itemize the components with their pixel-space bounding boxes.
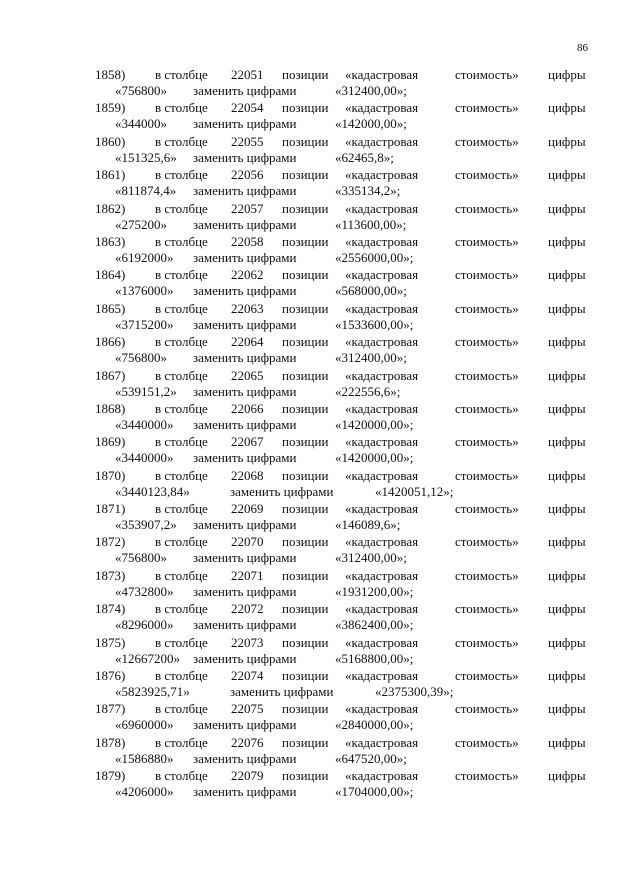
old-value: «3440000» xyxy=(115,416,174,432)
in-column-label: в столбце xyxy=(155,701,208,717)
column-number: 22058 xyxy=(231,233,264,249)
column-number: 22069 xyxy=(231,501,264,517)
cadastral-label: «кадастровая xyxy=(345,200,419,216)
entry-number: 1873) xyxy=(95,567,126,583)
list-item xyxy=(0,501,640,534)
entry-number: 1867) xyxy=(95,367,126,383)
replace-label: заменить цифрами xyxy=(193,717,297,733)
entry-line-1 xyxy=(0,334,640,350)
position-label: позиции xyxy=(282,167,329,183)
column-number: 22070 xyxy=(231,534,264,550)
list-item xyxy=(0,368,640,401)
cadastral-label: «кадастровая xyxy=(345,501,419,517)
entry-line-2 xyxy=(0,150,640,166)
in-column-label: в столбце xyxy=(155,634,208,650)
new-value: «312400,00»; xyxy=(335,550,407,566)
entry-line-2 xyxy=(0,717,640,733)
cost-label: стоимость» xyxy=(455,434,519,450)
digits-label: цифры xyxy=(548,267,586,283)
entry-line-2 xyxy=(0,250,640,266)
column-number: 22065 xyxy=(231,367,264,383)
column-number: 22062 xyxy=(231,267,264,283)
cost-label: стоимость» xyxy=(455,501,519,517)
new-value: «1420000,00»; xyxy=(335,450,414,466)
position-label: позиции xyxy=(282,133,329,149)
column-number: 22067 xyxy=(231,434,264,450)
column-number: 22071 xyxy=(231,567,264,583)
list-item xyxy=(0,134,640,167)
entry-line-1 xyxy=(0,368,640,384)
in-column-label: в столбце xyxy=(155,467,208,483)
in-column-label: в столбце xyxy=(155,534,208,550)
new-value: «222556,6»; xyxy=(335,383,401,399)
digits-label: цифры xyxy=(548,467,586,483)
digits-label: цифры xyxy=(548,67,586,82)
entry-number: 1877) xyxy=(95,701,126,717)
column-number: 22075 xyxy=(231,701,264,717)
in-column-label: в столбце xyxy=(155,400,208,416)
list-item xyxy=(0,768,640,801)
entry-number: 1872) xyxy=(95,534,126,550)
new-value: «1704000,00»; xyxy=(335,784,414,800)
in-column-label: в столбце xyxy=(155,768,208,784)
position-label: позиции xyxy=(282,634,329,650)
entry-line-2 xyxy=(0,517,640,533)
entry-line-2 xyxy=(0,317,640,333)
digits-label: цифры xyxy=(548,334,586,350)
replace-label: заменить цифрами xyxy=(193,350,297,366)
digits-label: цифры xyxy=(548,668,586,684)
replace-label: заменить цифрами xyxy=(193,249,297,265)
digits-label: цифры xyxy=(548,501,586,517)
entry-line-1 xyxy=(0,134,640,150)
new-value: «312400,00»; xyxy=(335,83,407,98)
cost-label: стоимость» xyxy=(455,467,519,483)
cadastral-label: «кадастровая xyxy=(345,367,419,383)
cost-label: стоимость» xyxy=(455,67,519,82)
position-label: позиции xyxy=(282,200,329,216)
column-number: 22055 xyxy=(231,133,264,149)
column-number: 22066 xyxy=(231,400,264,416)
entry-line-1 xyxy=(0,67,640,83)
entry-line-1 xyxy=(0,301,640,317)
entry-number: 1874) xyxy=(95,601,126,617)
old-value: «6192000» xyxy=(115,249,174,265)
cost-label: стоимость» xyxy=(455,634,519,650)
position-label: позиции xyxy=(282,400,329,416)
old-value: «756800» xyxy=(115,550,167,566)
old-value: «344000» xyxy=(115,116,167,132)
cost-label: стоимость» xyxy=(455,768,519,784)
in-column-label: в столбце xyxy=(155,100,208,116)
column-number: 22076 xyxy=(231,734,264,750)
new-value: «5168800,00»; xyxy=(335,650,414,666)
cost-label: стоимость» xyxy=(455,534,519,550)
new-value: «62465,8»; xyxy=(335,149,394,165)
list-item xyxy=(0,267,640,300)
cost-label: стоимость» xyxy=(455,267,519,283)
old-value: «3440000» xyxy=(115,450,174,466)
digits-label: цифры xyxy=(548,233,586,249)
column-number: 22068 xyxy=(231,467,264,483)
list-item xyxy=(0,534,640,567)
digits-label: цифры xyxy=(548,200,586,216)
entry-number: 1860) xyxy=(95,133,126,149)
new-value: «113600,00»; xyxy=(335,216,407,232)
in-column-label: в столбце xyxy=(155,501,208,517)
old-value: «3440123,84» xyxy=(115,483,190,499)
cadastral-label: «кадастровая xyxy=(345,67,419,82)
entry-line-2 xyxy=(0,350,640,366)
position-label: позиции xyxy=(282,300,329,316)
in-column-label: в столбце xyxy=(155,567,208,583)
cadastral-label: «кадастровая xyxy=(345,768,419,784)
replace-label: заменить цифрами xyxy=(193,517,297,533)
entry-line-1 xyxy=(0,501,640,517)
in-column-label: в столбце xyxy=(155,133,208,149)
column-number: 22072 xyxy=(231,601,264,617)
in-column-label: в столбце xyxy=(155,367,208,383)
entry-number: 1869) xyxy=(95,434,126,450)
entry-line-2 xyxy=(0,751,640,767)
entry-line-2 xyxy=(0,417,640,433)
entry-line-1 xyxy=(0,735,640,751)
old-value: «756800» xyxy=(115,83,167,98)
digits-label: цифры xyxy=(548,133,586,149)
entry-line-1 xyxy=(0,635,640,651)
entry-number: 1862) xyxy=(95,200,126,216)
position-label: позиции xyxy=(282,534,329,550)
digits-label: цифры xyxy=(548,567,586,583)
in-column-label: в столбце xyxy=(155,300,208,316)
list-item xyxy=(0,735,640,768)
list-item xyxy=(0,234,640,267)
digits-label: цифры xyxy=(548,167,586,183)
replace-label: заменить цифрами xyxy=(193,583,297,599)
list-item xyxy=(0,568,640,601)
position-label: позиции xyxy=(282,100,329,116)
entry-number: 1866) xyxy=(95,334,126,350)
column-number: 22073 xyxy=(231,634,264,650)
position-label: позиции xyxy=(282,67,329,82)
new-value: «568000,00»; xyxy=(335,283,407,299)
list-item xyxy=(0,301,640,334)
cadastral-label: «кадастровая xyxy=(345,434,419,450)
entry-number: 1875) xyxy=(95,634,126,650)
cadastral-label: «кадастровая xyxy=(345,634,419,650)
cost-label: стоимость» xyxy=(455,100,519,116)
entry-line-2 xyxy=(0,217,640,233)
entry-number: 1871) xyxy=(95,501,126,517)
entry-line-2 xyxy=(0,116,640,132)
new-value: «2556000,00»; xyxy=(335,249,414,265)
digits-label: цифры xyxy=(548,601,586,617)
cost-label: стоимость» xyxy=(455,200,519,216)
entry-line-2 xyxy=(0,651,640,667)
list-item xyxy=(0,201,640,234)
list-item xyxy=(0,601,640,634)
entry-line-2 xyxy=(0,450,640,466)
in-column-label: в столбце xyxy=(155,200,208,216)
new-value: «1420051,12»; xyxy=(375,483,454,499)
in-column-label: в столбце xyxy=(155,167,208,183)
entry-line-1 xyxy=(0,534,640,550)
cadastral-label: «кадастровая xyxy=(345,167,419,183)
replace-label: заменить цифрами xyxy=(193,283,297,299)
position-label: позиции xyxy=(282,601,329,617)
new-value: «1533600,00»; xyxy=(335,316,414,332)
replace-label: заменить цифрами xyxy=(193,216,297,232)
cadastral-label: «кадастровая xyxy=(345,267,419,283)
entry-line-2 xyxy=(0,384,640,400)
cadastral-label: «кадастровая xyxy=(345,133,419,149)
list-item xyxy=(0,701,640,734)
page-number: 86 xyxy=(577,42,588,54)
replace-label: заменить цифрами xyxy=(193,83,297,98)
list-item xyxy=(0,100,640,133)
column-number: 22056 xyxy=(231,167,264,183)
digits-label: цифры xyxy=(548,300,586,316)
position-label: позиции xyxy=(282,701,329,717)
position-label: позиции xyxy=(282,467,329,483)
cost-label: стоимость» xyxy=(455,334,519,350)
cadastral-label: «кадастровая xyxy=(345,233,419,249)
cadastral-label: «кадастровая xyxy=(345,567,419,583)
old-value: «3715200» xyxy=(115,316,174,332)
new-value: «2375300,39»; xyxy=(375,684,454,700)
entry-line-1 xyxy=(0,568,640,584)
cadastral-label: «кадастровая xyxy=(345,400,419,416)
entries-list xyxy=(0,67,640,802)
replace-label: заменить цифрами xyxy=(193,183,297,199)
column-number: 22054 xyxy=(231,100,264,116)
replace-label: заменить цифрами xyxy=(193,149,297,165)
entry-line-2 xyxy=(0,484,640,500)
old-value: «811874,4» xyxy=(115,183,177,199)
list-item xyxy=(0,401,640,434)
new-value: «312400,00»; xyxy=(335,350,407,366)
entry-number: 1864) xyxy=(95,267,126,283)
cadastral-label: «кадастровая xyxy=(345,601,419,617)
cost-label: стоимость» xyxy=(455,567,519,583)
entry-line-1 xyxy=(0,267,640,283)
old-value: «756800» xyxy=(115,350,167,366)
column-number: 22051 xyxy=(231,67,264,82)
entry-line-2 xyxy=(0,83,640,99)
old-value: «4732800» xyxy=(115,583,174,599)
cost-label: стоимость» xyxy=(455,367,519,383)
cost-label: стоимость» xyxy=(455,701,519,717)
list-item xyxy=(0,67,640,100)
old-value: «151325,6» xyxy=(115,149,177,165)
digits-label: цифры xyxy=(548,634,586,650)
entry-number: 1861) xyxy=(95,167,126,183)
entry-number: 1878) xyxy=(95,734,126,750)
position-label: позиции xyxy=(282,233,329,249)
new-value: «1420000,00»; xyxy=(335,416,414,432)
entry-line-1 xyxy=(0,468,640,484)
cost-label: стоимость» xyxy=(455,133,519,149)
column-number: 22057 xyxy=(231,200,264,216)
old-value: «275200» xyxy=(115,216,167,232)
new-value: «142000,00»; xyxy=(335,116,407,132)
new-value: «2840000,00»; xyxy=(335,717,414,733)
digits-label: цифры xyxy=(548,734,586,750)
position-label: позиции xyxy=(282,434,329,450)
old-value: «12667200» xyxy=(115,650,180,666)
entry-line-1 xyxy=(0,701,640,717)
list-item xyxy=(0,434,640,467)
column-number: 22063 xyxy=(231,300,264,316)
cost-label: стоимость» xyxy=(455,167,519,183)
position-label: позиции xyxy=(282,734,329,750)
entry-number: 1868) xyxy=(95,400,126,416)
replace-label: заменить цифрами xyxy=(193,116,297,132)
position-label: позиции xyxy=(282,567,329,583)
entry-line-1 xyxy=(0,167,640,183)
position-label: позиции xyxy=(282,668,329,684)
entry-line-2 xyxy=(0,183,640,199)
list-item xyxy=(0,668,640,701)
entry-number: 1876) xyxy=(95,668,126,684)
digits-label: цифры xyxy=(548,400,586,416)
entry-line-1 xyxy=(0,201,640,217)
cadastral-label: «кадастровая xyxy=(345,534,419,550)
replace-label: заменить цифрами xyxy=(230,483,334,499)
replace-label: заменить цифрами xyxy=(230,684,334,700)
cadastral-label: «кадастровая xyxy=(345,334,419,350)
new-value: «1931200,00»; xyxy=(335,583,414,599)
replace-label: заменить цифрами xyxy=(193,316,297,332)
new-value: «146089,6»; xyxy=(335,517,401,533)
entry-number: 1863) xyxy=(95,233,126,249)
entry-line-2 xyxy=(0,684,640,700)
entry-number: 1859) xyxy=(95,100,126,116)
cadastral-label: «кадастровая xyxy=(345,701,419,717)
cadastral-label: «кадастровая xyxy=(345,300,419,316)
cadastral-label: «кадастровая xyxy=(345,668,419,684)
old-value: «1376000» xyxy=(115,283,174,299)
entry-line-1 xyxy=(0,401,640,417)
in-column-label: в столбце xyxy=(155,434,208,450)
entry-number: 1865) xyxy=(95,300,126,316)
old-value: «5823925,71» xyxy=(115,684,190,700)
position-label: позиции xyxy=(282,334,329,350)
column-number: 22074 xyxy=(231,668,264,684)
new-value: «3862400,00»; xyxy=(335,617,414,633)
cadastral-label: «кадастровая xyxy=(345,734,419,750)
list-item xyxy=(0,334,640,367)
old-value: «353907,2» xyxy=(115,517,177,533)
replace-label: заменить цифрами xyxy=(193,750,297,766)
new-value: «335134,2»; xyxy=(335,183,401,199)
entry-line-2 xyxy=(0,584,640,600)
old-value: «8296000» xyxy=(115,617,174,633)
old-value: «4206000» xyxy=(115,784,174,800)
cost-label: стоимость» xyxy=(455,233,519,249)
entry-line-2 xyxy=(0,550,640,566)
cost-label: стоимость» xyxy=(455,668,519,684)
digits-label: цифры xyxy=(548,701,586,717)
old-value: «539151,2» xyxy=(115,383,177,399)
column-number: 22079 xyxy=(231,768,264,784)
replace-label: заменить цифрами xyxy=(193,383,297,399)
replace-label: заменить цифрами xyxy=(193,550,297,566)
digits-label: цифры xyxy=(548,367,586,383)
in-column-label: в столбце xyxy=(155,267,208,283)
digits-label: цифры xyxy=(548,534,586,550)
list-item xyxy=(0,167,640,200)
cost-label: стоимость» xyxy=(455,734,519,750)
cost-label: стоимость» xyxy=(455,400,519,416)
entry-number: 1870) xyxy=(95,467,126,483)
replace-label: заменить цифрами xyxy=(193,416,297,432)
in-column-label: в столбце xyxy=(155,734,208,750)
entry-line-1 xyxy=(0,100,640,116)
replace-label: заменить цифрами xyxy=(193,617,297,633)
replace-label: заменить цифрами xyxy=(193,450,297,466)
position-label: позиции xyxy=(282,768,329,784)
entry-line-1 xyxy=(0,434,640,450)
digits-label: цифры xyxy=(548,434,586,450)
cost-label: стоимость» xyxy=(455,300,519,316)
entry-line-1 xyxy=(0,601,640,617)
entry-number: 1879) xyxy=(95,768,126,784)
entry-line-1 xyxy=(0,234,640,250)
position-label: позиции xyxy=(282,501,329,517)
cost-label: стоимость» xyxy=(455,601,519,617)
entry-line-1 xyxy=(0,668,640,684)
new-value: «647520,00»; xyxy=(335,750,407,766)
old-value: «6960000» xyxy=(115,717,174,733)
entry-line-2 xyxy=(0,283,640,299)
in-column-label: в столбце xyxy=(155,668,208,684)
replace-label: заменить цифрами xyxy=(193,784,297,800)
entry-number: 1858) xyxy=(95,67,126,82)
old-value: «1586880» xyxy=(115,750,174,766)
in-column-label: в столбце xyxy=(155,67,208,82)
in-column-label: в столбце xyxy=(155,601,208,617)
position-label: позиции xyxy=(282,367,329,383)
list-item xyxy=(0,635,640,668)
entry-line-1 xyxy=(0,768,640,784)
column-number: 22064 xyxy=(231,334,264,350)
in-column-label: в столбце xyxy=(155,334,208,350)
cadastral-label: «кадастровая xyxy=(345,100,419,116)
digits-label: цифры xyxy=(548,100,586,116)
digits-label: цифры xyxy=(548,768,586,784)
list-item xyxy=(0,468,640,501)
entry-line-2 xyxy=(0,617,640,633)
replace-label: заменить цифрами xyxy=(193,650,297,666)
cadastral-label: «кадастровая xyxy=(345,467,419,483)
entry-line-2 xyxy=(0,784,640,800)
in-column-label: в столбце xyxy=(155,233,208,249)
position-label: позиции xyxy=(282,267,329,283)
